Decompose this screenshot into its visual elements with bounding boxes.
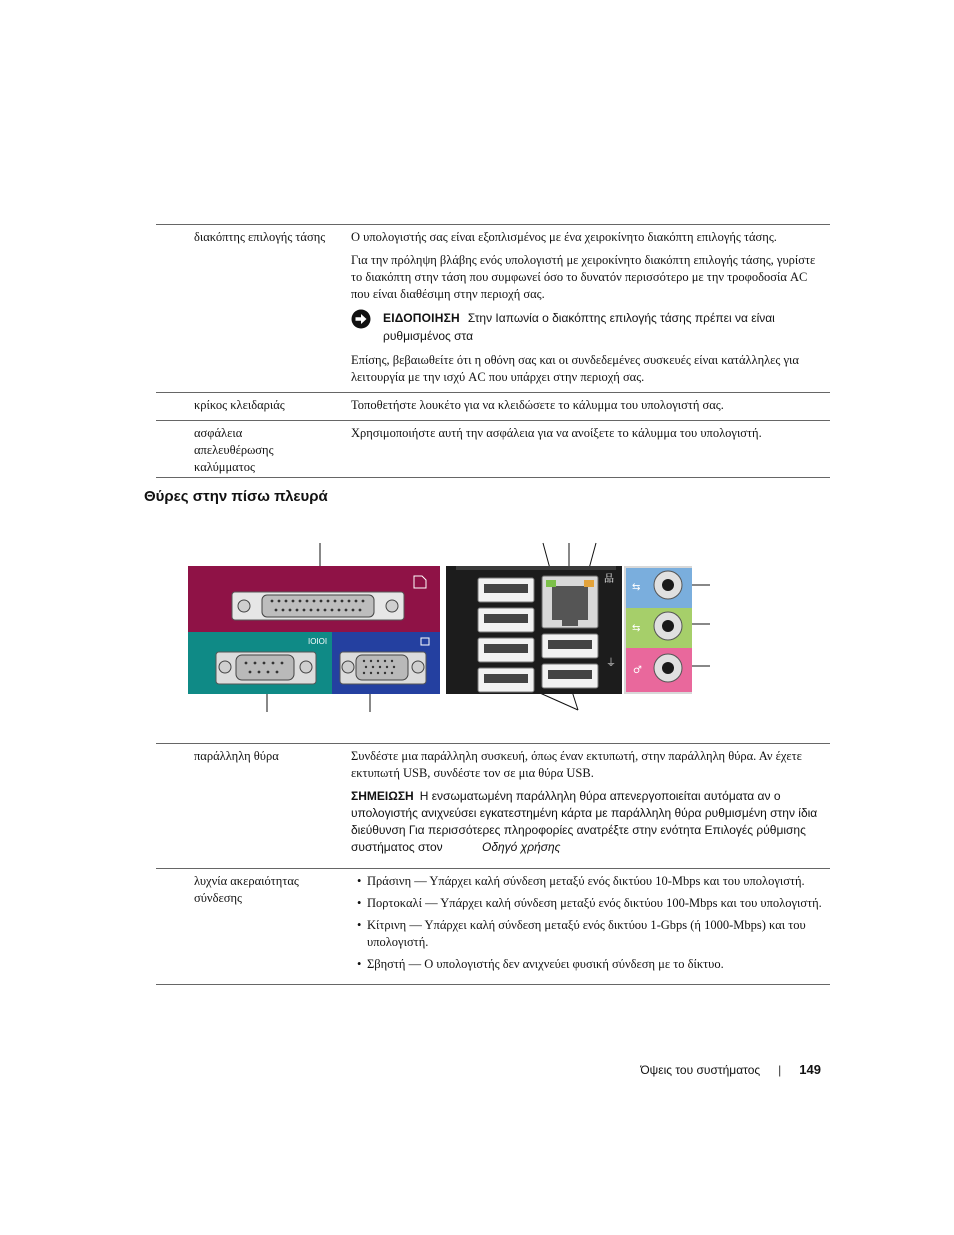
page-number: 149 [799, 1062, 821, 1077]
list-item: • Κίτρινη — Υπάρχει καλή σύνδεση μεταξύ ενός δικτύου 1-Gbps (ή 1000-Mbps) και του υπολογιστή. [351, 917, 829, 951]
section-title: Θύρες στην πίσω πλευρά [144, 488, 328, 505]
note-italic-ref: Οδηγό χρήσης [482, 840, 561, 854]
back-panel-illustration [180, 540, 720, 720]
paragraph: Ο υπολογιστής σας είναι εξοπλισμένος με ένα χειροκίνητο διακόπτη επιλογής τάσης. [351, 230, 777, 244]
list-item: • Πορτοκαλί — Υπάρχει καλή σύνδεση μεταξύ ενός δικτύου 100-Mbps και του υπολογιστή. [351, 895, 829, 912]
row-label: διακόπτης επιλογής τάσης [194, 230, 326, 244]
bullet-list [351, 873, 829, 973]
svg-text:IOIOI: IOIOI [308, 637, 328, 646]
list-item: • Σβηστή — Ο υπολογιστής δεν ανιχνεύει φυσική σύνδεση με το δίκτυο. [351, 956, 829, 973]
note-block [351, 788, 829, 856]
spec-table-top [156, 224, 830, 478]
vga-port [332, 632, 440, 694]
serial-port [188, 632, 332, 694]
row-label: κρίκος κλειδαριάς [194, 398, 285, 412]
list-item: • Πράσινη — Υπάρχει καλή σύνδεση μεταξύ ενός δικτύου 10-Mbps και του υπολογιστή. [351, 873, 829, 890]
note-heading: ΣΗΜΕΙΩΣΗ [351, 789, 414, 803]
svg-text:品: 品 [604, 574, 614, 585]
table-row [156, 743, 830, 868]
table-bottom-rule [156, 984, 830, 985]
paragraph: Επίσης, βεβαιωθείτε ότι η οθόνη σας και οι συνδεδεμένες συσκευές είναι κατάλληλες για λειτουργία με την ισχύ AC που υπάρχει στην περιοχή σας. [351, 353, 799, 384]
table-row [156, 420, 830, 477]
svg-text:⏚: ⏚ [606, 658, 616, 669]
network-jack [542, 576, 598, 628]
note-body: Η ενσωματωμένη παράλληλη θύρα απενεργοποιείται αυτόματα αν ο υπολογιστής ανιχνεύσει εγκατεστημένη κάρτα με παράλληλη θύρα ρυθμισμένη στην ίδια διεύθυνση Για περισσότερες πληροφορίες ανατρέξτε στην ενότητα Επιλογές ρύθμισης συστήματος στον [351, 789, 818, 854]
footer-separator: | [778, 1062, 782, 1077]
usb-network-area [446, 566, 622, 694]
table-row [156, 868, 830, 984]
row-description [351, 744, 829, 868]
svg-text:⇆: ⇆ [632, 582, 641, 593]
table-bottom-rule [156, 477, 830, 478]
notice-block [351, 309, 829, 345]
row-label: παράλληλη θύρα [194, 749, 279, 763]
row-description: Χρησιμοποιήστε αυτή την ασφάλεια για να ανοίξετε το κάλυμμα του υπολογιστή. [351, 426, 762, 440]
row-label: ασφάλεια απελευθέρωσης καλύμματος [194, 426, 274, 474]
paragraph: Συνδέστε μια παράλληλη συσκευή, όπως έναν εκτυπωτή, στην παράλληλη θύρα. Αν έχετε εκτυπωτή USB, συνδέστε τον σε μια θύρα USB. [351, 749, 802, 780]
row-description [351, 225, 829, 392]
table-row [156, 392, 830, 420]
notice-text-wrap [383, 309, 829, 345]
notice-arrow-icon [351, 309, 371, 329]
paragraph: Για την πρόληψη βλάβης ενός υπολογιστή με χειροκίνητο διακόπτη επιλογής τάσης, γυρίστε το διακόπτη στην τάση που συμφωνεί όσο το δυνατόν περισσότερο με την τροφοδοσία AC που είναι διαθέσιμη στην περιοχή σας. [351, 253, 816, 301]
notice-body: Στην Ιαπωνία ο διακόπτης επιλογής τάσης πρέπει να είναι ρυθμισμένος στα [383, 311, 775, 343]
audio-jacks [624, 566, 692, 694]
notice-heading: ΕΙΔΟΠΟΙΗΣΗ [383, 311, 460, 325]
table-row [156, 224, 830, 392]
page-footer [640, 1062, 821, 1077]
parallel-port [188, 566, 440, 632]
footer-section-name: Όψεις του συστήματος [640, 1062, 761, 1077]
row-label: λυχνία ακεραιότητας σύνδεσης [194, 874, 299, 905]
spec-table-bottom [156, 743, 830, 985]
svg-text:⇆: ⇆ [632, 623, 641, 634]
svg-text:♂: ♂ [633, 665, 642, 676]
row-description [351, 869, 829, 984]
row-description: Τοποθετήστε λουκέτο για να κλειδώσετε το κάλυμμα του υπολογιστή σας. [351, 398, 724, 412]
